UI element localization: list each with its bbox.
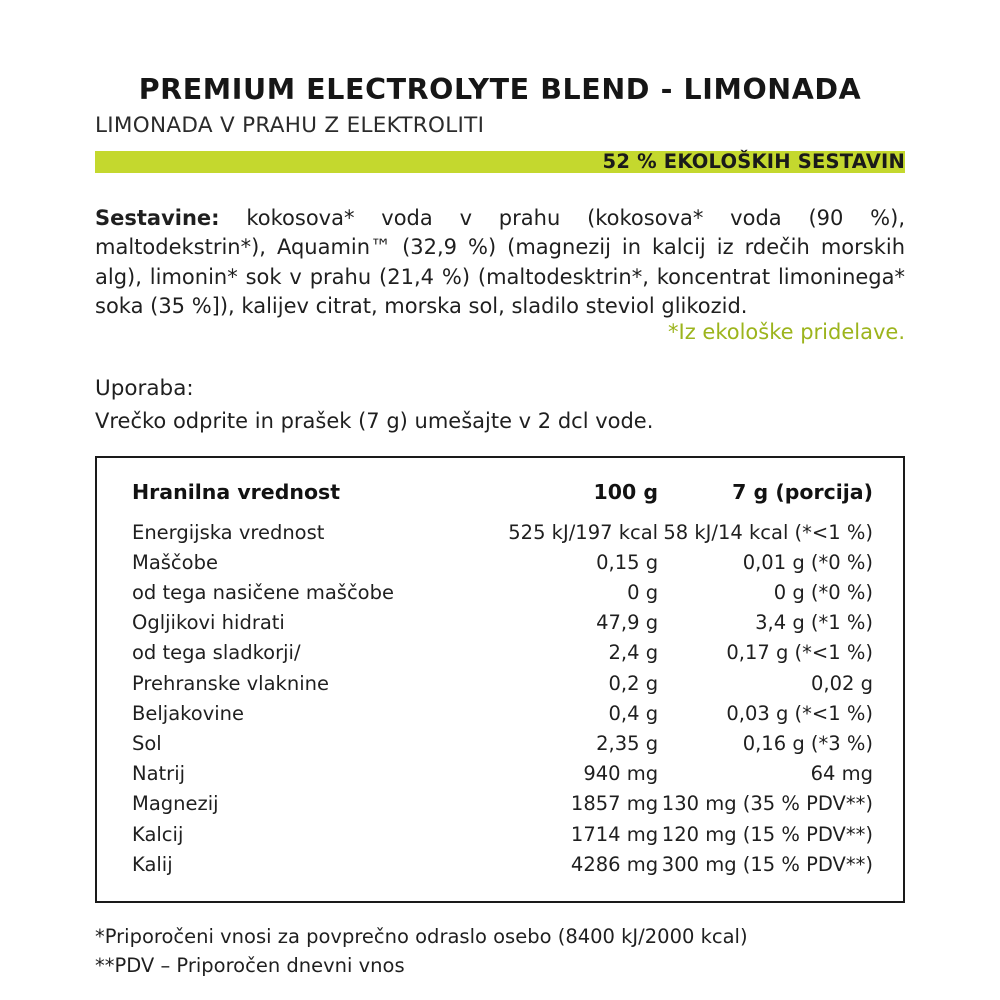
cell-nutrient: od tega nasičene maščobe	[132, 581, 394, 605]
page-title: PREMIUM ELECTROLYTE BLEND - LIMONADA	[138, 73, 862, 106]
cell-nutrient: Magnezij	[132, 792, 219, 816]
header-per-100g: 100 g	[593, 480, 659, 505]
cell-nutrient: Natrij	[132, 762, 186, 786]
cell-nutrient: Beljakovine	[132, 701, 245, 725]
cell-per-serving: 64 mg	[810, 762, 873, 786]
cell-per-serving: 58 kJ/14 kcal (*<1 %)	[663, 520, 873, 544]
table-row	[132, 608, 873, 638]
footnote-reference-intakes: *Priporočeni vnosi za povprečno odraslo osebo (8400 kJ/2000 kcal)	[95, 925, 748, 949]
cell-per-serving: 300 mg (15 % PDV**)	[661, 852, 873, 876]
cell-nutrient: Sol	[132, 732, 162, 756]
cell-per-100g: 0,2 g	[608, 671, 659, 695]
cell-nutrient: Energijska vrednost	[132, 520, 325, 544]
cell-per-100g: 2,35 g	[596, 732, 659, 756]
cell-nutrient: od tega sladkorji/	[132, 641, 301, 665]
table-row	[132, 698, 873, 728]
cell-per-serving: 0,17 g (*<1 %)	[726, 641, 873, 665]
footnote-pdv: **PDV – Priporočen dnevni vnos	[95, 953, 405, 977]
cell-per-100g: 4286 mg	[570, 852, 659, 876]
ingredients-block	[95, 204, 905, 322]
nutrition-table-box	[95, 456, 905, 904]
cell-nutrient: Kalcij	[132, 822, 184, 846]
organic-origin-note: *Iz ekološke pridelave.	[668, 319, 905, 344]
cell-per-serving: 3,4 g (*1 %)	[755, 611, 873, 635]
cell-per-serving: 120 mg (15 % PDV**)	[661, 822, 873, 846]
cell-per-100g: 0,4 g	[608, 701, 659, 725]
header-per-serving: 7 g (porcija)	[732, 480, 873, 505]
table-row	[132, 759, 873, 789]
organic-badge	[95, 147, 905, 177]
ingredients-label	[95, 206, 220, 230]
cell-per-serving: 0,02 g	[811, 671, 873, 695]
cell-nutrient: Maščobe	[132, 550, 218, 574]
cell-nutrient: Kalij	[132, 852, 173, 876]
table-row	[132, 728, 873, 758]
cell-per-100g: 1857 mg	[570, 792, 659, 816]
cell-per-100g: 525 kJ/197 kcal	[508, 520, 659, 544]
cell-per-serving: 0,16 g (*3 %)	[742, 732, 873, 756]
table-row	[132, 547, 873, 577]
cell-per-serving: 0,01 g (*0 %)	[742, 550, 873, 574]
cell-per-100g: 2,4 g	[608, 641, 659, 665]
usage-title: Uporaba:	[95, 375, 194, 401]
table-row	[132, 668, 873, 698]
cell-per-100g: 1714 mg	[570, 822, 659, 846]
badge-label: 52 % EKOLOŠKIH SESTAVIN	[602, 149, 905, 173]
page-subtitle: LIMONADA V PRAHU Z ELEKTROLITI	[95, 113, 485, 139]
table-row	[132, 578, 873, 608]
cell-per-serving: 130 mg (35 % PDV**)	[661, 792, 873, 816]
cell-nutrient: Prehranske vlaknine	[132, 671, 329, 695]
cell-nutrient: Ogljikovi hidrati	[132, 611, 285, 635]
table-row	[132, 789, 873, 819]
table-header-row	[132, 477, 873, 518]
header	[95, 0, 905, 177]
usage-text: Vrečko odprite in prašek (7 g) umešajte v 2 dcl vode.	[95, 408, 654, 433]
header-nutrient: Hranilna vrednost	[132, 480, 341, 505]
cell-per-serving: 0,03 g (*<1 %)	[726, 701, 873, 725]
cell-per-100g: 940 mg	[583, 762, 659, 786]
cell-per-serving: 0 g (*0 %)	[773, 581, 873, 605]
table-row	[132, 638, 873, 668]
table-row	[132, 819, 873, 849]
ingredients-text: kokosova* voda v prahu (kokosova* voda (90 %), maltodekstrin*), Aquamin™ (32,9 %) (magnezij in kalcij iz rdečih morskih alg), limonin* sok v prahu (21,4 %) (maltodesktrin*, koncentrat limoninega* soka (35 %]), kalijev citrat, morska sol, sladilo steviol glikozid.	[95, 205, 905, 319]
table-row	[132, 517, 873, 547]
cell-per-100g: 47,9 g	[596, 611, 659, 635]
nutrition-table	[132, 477, 873, 880]
cell-per-100g: 0,15 g	[596, 550, 659, 574]
ingredients-label-text: Sestavine:	[95, 205, 220, 230]
footnotes	[95, 923, 905, 980]
table-row	[132, 849, 873, 879]
cell-per-100g: 0 g	[627, 581, 659, 605]
